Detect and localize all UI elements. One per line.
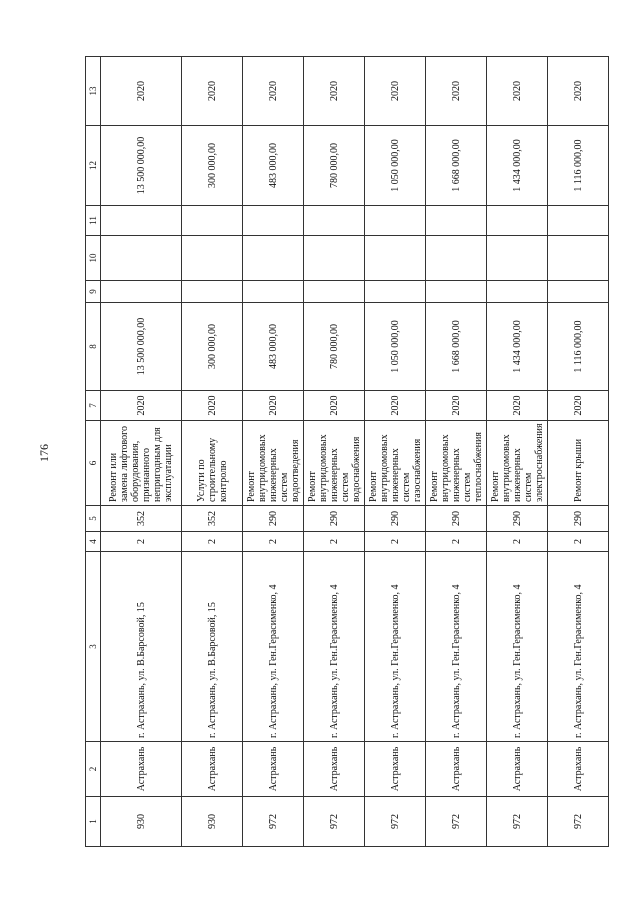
table-cell-col-13: 2020 xyxy=(426,57,487,126)
table-cell-col-11 xyxy=(243,206,304,236)
table-cell-col-2: Астрахань xyxy=(243,742,304,797)
table-cell-col-5: 290 xyxy=(304,506,365,532)
table-cell-col-8: 1 434 000,00 xyxy=(487,303,548,391)
table-cell-col-1: 972 xyxy=(304,797,365,847)
table-cell-col-2: Астрахань xyxy=(101,742,182,797)
table-cell-col-1: 972 xyxy=(365,797,426,847)
table-cell-col-3: г. Астрахань, ул. Ген.Герасименко, 4 xyxy=(243,552,304,742)
table-body xyxy=(101,57,609,847)
table-cell-col-13: 2020 xyxy=(365,57,426,126)
table-cell-col-10 xyxy=(243,236,304,281)
table-cell-col-5: 290 xyxy=(548,506,609,532)
table-cell-col-7: 2020 xyxy=(426,391,487,421)
table-cell-col-9 xyxy=(243,281,304,303)
rotated-page-area xyxy=(85,57,585,847)
table-cell-col-4: 2 xyxy=(182,532,243,552)
table-row xyxy=(304,57,365,847)
column-header-9: 9 xyxy=(86,281,101,303)
table-cell-col-1: 972 xyxy=(487,797,548,847)
table-cell-col-2: Астрахань xyxy=(182,742,243,797)
table-cell-col-5: 290 xyxy=(365,506,426,532)
table-cell-col-1: 930 xyxy=(182,797,243,847)
table-cell-col-11 xyxy=(548,206,609,236)
table-cell-col-4: 2 xyxy=(426,532,487,552)
table-cell-col-3: г. Астрахань, ул. Ген.Герасименко, 4 xyxy=(487,552,548,742)
table-cell-col-4: 2 xyxy=(304,532,365,552)
table-cell-col-4: 2 xyxy=(365,532,426,552)
table-cell-col-2: Астрахань xyxy=(426,742,487,797)
table-row xyxy=(101,57,182,847)
table-cell-col-13: 2020 xyxy=(243,57,304,126)
table-cell-col-10 xyxy=(304,236,365,281)
column-header-7: 7 xyxy=(86,391,101,421)
table-cell-col-11 xyxy=(365,206,426,236)
table-cell-col-1: 930 xyxy=(101,797,182,847)
data-table xyxy=(85,56,609,847)
column-header-10: 10 xyxy=(86,236,101,281)
table-cell-col-8: 1 050 000,00 xyxy=(365,303,426,391)
table-row xyxy=(548,57,609,847)
table-cell-col-9 xyxy=(304,281,365,303)
table-cell-col-3: г. Астрахань, ул. В.Барсовой, 15 xyxy=(101,552,182,742)
table-cell-col-4: 2 xyxy=(487,532,548,552)
table-cell-col-7: 2020 xyxy=(243,391,304,421)
table-cell-col-3: г. Астрахань, ул. Ген.Герасименко, 4 xyxy=(304,552,365,742)
table-cell-col-2: Астрахань xyxy=(365,742,426,797)
table-cell-col-7: 2020 xyxy=(365,391,426,421)
table-cell-col-9 xyxy=(487,281,548,303)
table-cell-col-5: 352 xyxy=(101,506,182,532)
table-cell-col-8: 483 000,00 xyxy=(243,303,304,391)
table-cell-col-4: 2 xyxy=(243,532,304,552)
table-cell-col-12: 1 434 000,00 xyxy=(487,126,548,206)
column-header-11: 11 xyxy=(86,206,101,236)
table-cell-col-12: 1 116 000,00 xyxy=(548,126,609,206)
table-cell-col-9 xyxy=(548,281,609,303)
table-cell-col-10 xyxy=(426,236,487,281)
table-cell-col-5: 352 xyxy=(182,506,243,532)
table-cell-col-13: 2020 xyxy=(548,57,609,126)
page-number: 176 xyxy=(37,444,51,462)
table-cell-col-12: 483 000,00 xyxy=(243,126,304,206)
column-header-6: 6 xyxy=(86,421,101,506)
column-header-4: 4 xyxy=(86,532,101,552)
table-row xyxy=(182,57,243,847)
table-cell-col-7: 2020 xyxy=(487,391,548,421)
column-header-3: 3 xyxy=(86,552,101,742)
table-cell-col-11 xyxy=(182,206,243,236)
table-cell-col-13: 2020 xyxy=(182,57,243,126)
table-cell-col-8: 300 000,00 xyxy=(182,303,243,391)
column-header-2: 2 xyxy=(86,742,101,797)
table-cell-col-6: Ремонт внутридомовых инженерных систем водоотведения xyxy=(243,421,304,506)
column-header-12: 12 xyxy=(86,126,101,206)
table-cell-col-6: Ремонт внутридомовых инженерных систем газоснабжения xyxy=(365,421,426,506)
table-cell-col-9 xyxy=(101,281,182,303)
table-cell-col-2: Астрахань xyxy=(304,742,365,797)
table-cell-col-2: Астрахань xyxy=(548,742,609,797)
table-cell-col-5: 290 xyxy=(426,506,487,532)
table-cell-col-10 xyxy=(548,236,609,281)
table-cell-col-12: 300 000,00 xyxy=(182,126,243,206)
table-cell-col-3: г. Астрахань, ул. В.Барсовой, 15 xyxy=(182,552,243,742)
header-row xyxy=(86,57,101,847)
table-cell-col-13: 2020 xyxy=(487,57,548,126)
table-cell-col-8: 780 000,00 xyxy=(304,303,365,391)
table-cell-col-13: 2020 xyxy=(304,57,365,126)
table-row xyxy=(243,57,304,847)
column-header-8: 8 xyxy=(86,303,101,391)
table-row xyxy=(365,57,426,847)
column-header-13: 13 xyxy=(86,57,101,126)
table-cell-col-8: 1 668 000,00 xyxy=(426,303,487,391)
table-cell-col-10 xyxy=(182,236,243,281)
table-cell-col-11 xyxy=(101,206,182,236)
table-cell-col-3: г. Астрахань, ул. Ген.Герасименко, 4 xyxy=(548,552,609,742)
table-cell-col-6: Ремонт внутридомовых инженерных систем электроснабжения xyxy=(487,421,548,506)
table-cell-col-8: 13 500 000,00 xyxy=(101,303,182,391)
table-cell-col-11 xyxy=(426,206,487,236)
table-cell-col-1: 972 xyxy=(243,797,304,847)
table-cell-col-1: 972 xyxy=(426,797,487,847)
table-cell-col-12: 1 668 000,00 xyxy=(426,126,487,206)
table-cell-col-4: 2 xyxy=(101,532,182,552)
table-cell-col-10 xyxy=(365,236,426,281)
table-cell-col-7: 2020 xyxy=(101,391,182,421)
table-cell-col-9 xyxy=(426,281,487,303)
table-cell-col-11 xyxy=(304,206,365,236)
table-cell-col-13: 2020 xyxy=(101,57,182,126)
table-cell-col-3: г. Астрахань, ул. Ген.Герасименко, 4 xyxy=(426,552,487,742)
table-cell-col-6: Услуги по строительному контролю xyxy=(182,421,243,506)
table-cell-col-6: Ремонт внутридомовых инженерных систем теплоснабжения xyxy=(426,421,487,506)
table-cell-col-7: 2020 xyxy=(548,391,609,421)
table-cell-col-6: Ремонт или замена лифтового оборудования, признанного непригодным для эксплуатации xyxy=(101,421,182,506)
column-header-5: 5 xyxy=(86,506,101,532)
table-cell-col-9 xyxy=(182,281,243,303)
table-cell-col-3: г. Астрахань, ул. Ген.Герасименко, 4 xyxy=(365,552,426,742)
table-cell-col-10 xyxy=(487,236,548,281)
table-cell-col-6: Ремонт крыши xyxy=(548,421,609,506)
table-cell-col-6: Ремонт внутридомовых инженерных систем водоснабжения xyxy=(304,421,365,506)
table-cell-col-11 xyxy=(487,206,548,236)
table-wrapper xyxy=(85,57,585,847)
table-cell-col-8: 1 116 000,00 xyxy=(548,303,609,391)
table-cell-col-4: 2 xyxy=(548,532,609,552)
table-cell-col-5: 290 xyxy=(243,506,304,532)
table-cell-col-9 xyxy=(365,281,426,303)
table-cell-col-12: 780 000,00 xyxy=(304,126,365,206)
table-cell-col-7: 2020 xyxy=(182,391,243,421)
table-cell-col-5: 290 xyxy=(487,506,548,532)
table-cell-col-10 xyxy=(101,236,182,281)
table-cell-col-12: 1 050 000,00 xyxy=(365,126,426,206)
table-row xyxy=(426,57,487,847)
column-header-1: 1 xyxy=(86,797,101,847)
table-cell-col-12: 13 500 000,00 xyxy=(101,126,182,206)
table-cell-col-2: Астрахань xyxy=(487,742,548,797)
table-cell-col-1: 972 xyxy=(548,797,609,847)
table-row xyxy=(487,57,548,847)
table-cell-col-7: 2020 xyxy=(304,391,365,421)
